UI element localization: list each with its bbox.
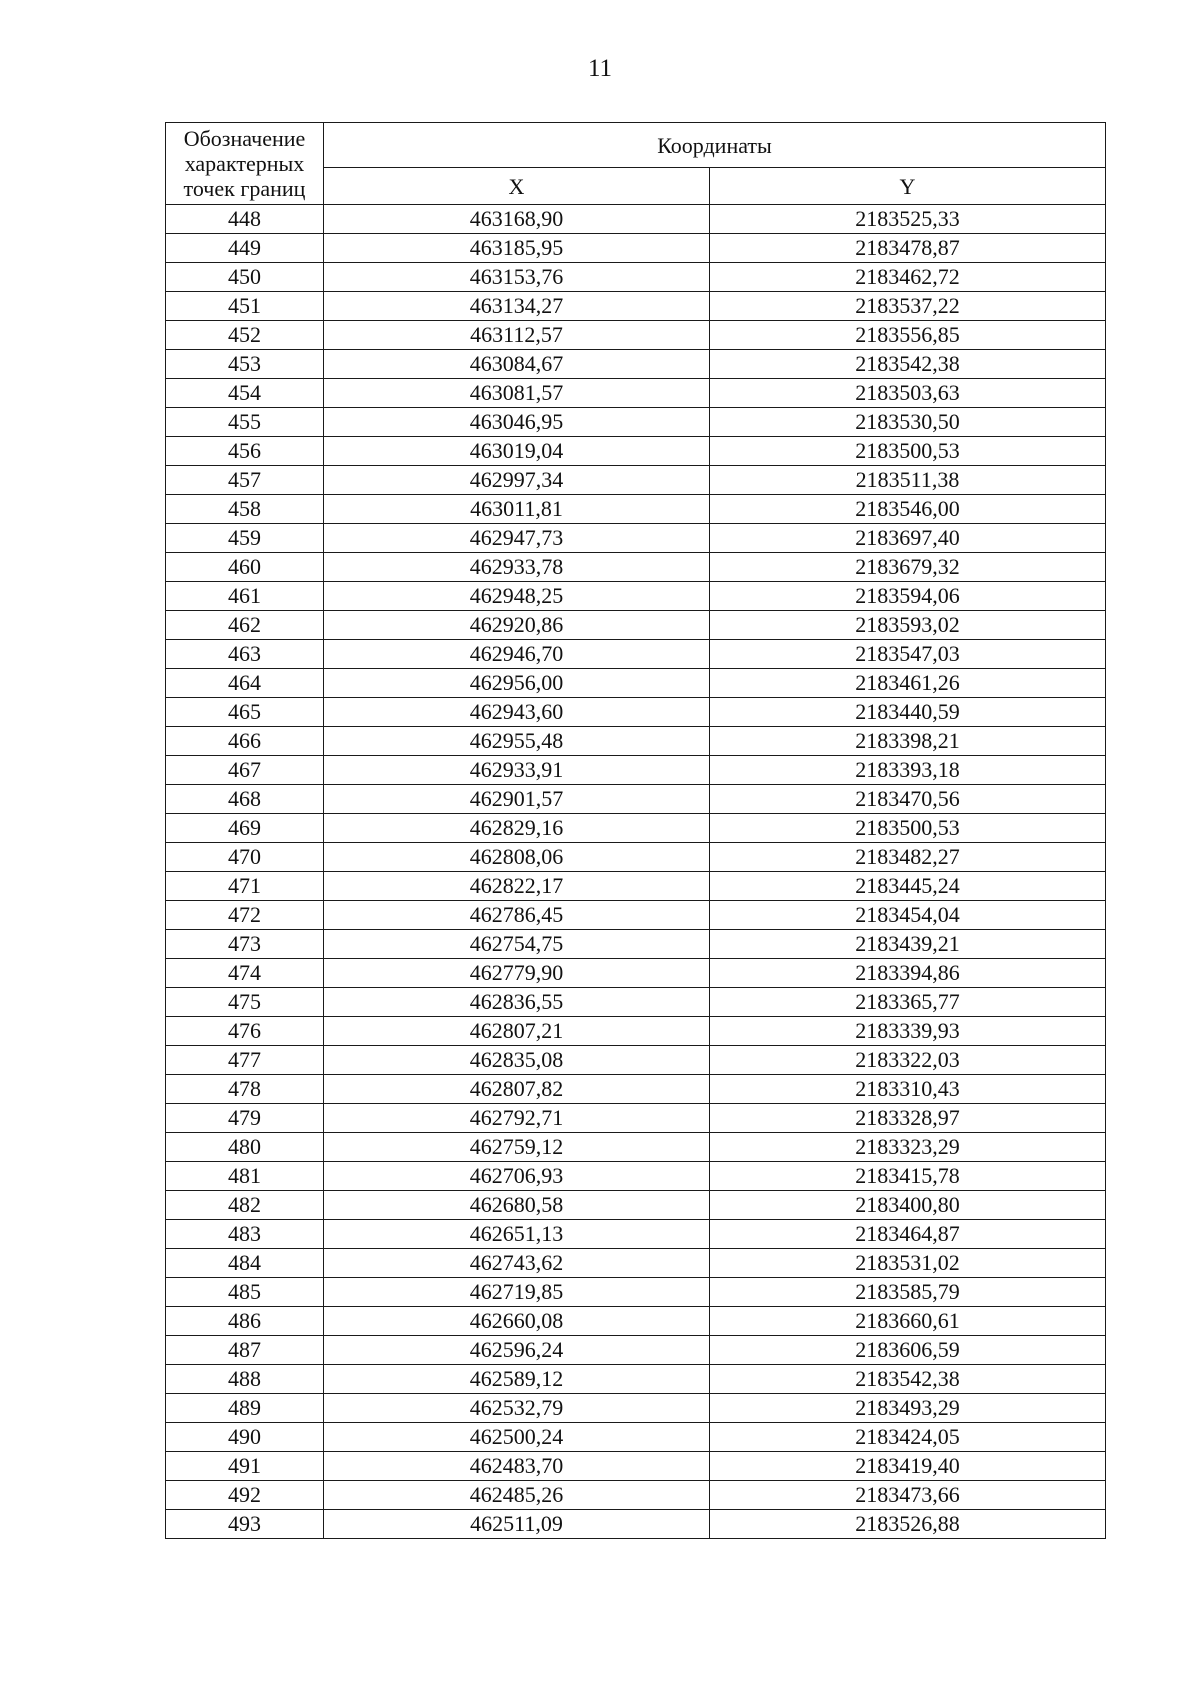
x-coordinate-cell: 462997,34: [324, 466, 710, 495]
point-number-cell: 448: [166, 205, 324, 234]
y-coordinate-cell: 2183339,93: [710, 1017, 1106, 1046]
y-coordinate-cell: 2183500,53: [710, 814, 1106, 843]
y-coordinate-cell: 2183462,72: [710, 263, 1106, 292]
coordinates-table: [165, 122, 1106, 1539]
table-row: [166, 611, 1106, 640]
y-coordinate-cell: 2183697,40: [710, 524, 1106, 553]
x-coordinate-cell: 462947,73: [324, 524, 710, 553]
point-number-cell: 450: [166, 263, 324, 292]
y-coordinate-cell: 2183419,40: [710, 1452, 1106, 1481]
x-coordinate-cell: 463084,67: [324, 350, 710, 379]
table-body: [166, 205, 1106, 1539]
x-coordinate-cell: 462933,78: [324, 553, 710, 582]
point-number-cell: 486: [166, 1307, 324, 1336]
table-row: [166, 959, 1106, 988]
y-coordinate-cell: 2183322,03: [710, 1046, 1106, 1075]
x-coordinate-cell: 462779,90: [324, 959, 710, 988]
x-coordinate-cell: 462511,09: [324, 1510, 710, 1539]
table-row: [166, 1423, 1106, 1452]
y-coordinate-cell: 2183594,06: [710, 582, 1106, 611]
y-coordinate-cell: 2183323,29: [710, 1133, 1106, 1162]
y-coordinate-cell: 2183464,87: [710, 1220, 1106, 1249]
x-coordinate-cell: 462532,79: [324, 1394, 710, 1423]
table-row: [166, 553, 1106, 582]
point-number-cell: 453: [166, 350, 324, 379]
y-coordinate-cell: 2183394,86: [710, 959, 1106, 988]
x-coordinate-cell: 462792,71: [324, 1104, 710, 1133]
point-number-cell: 463: [166, 640, 324, 669]
y-coordinate-cell: 2183454,04: [710, 901, 1106, 930]
table-row: [166, 1162, 1106, 1191]
y-coordinate-cell: 2183461,26: [710, 669, 1106, 698]
table-row: [166, 582, 1106, 611]
y-coordinate-cell: 2183328,97: [710, 1104, 1106, 1133]
point-number-cell: 471: [166, 872, 324, 901]
x-coordinate-cell: 462754,75: [324, 930, 710, 959]
page-number: 11: [587, 55, 613, 82]
y-coordinate-cell: 2183424,05: [710, 1423, 1106, 1452]
x-coordinate-cell: 462920,86: [324, 611, 710, 640]
x-coordinate-cell: 463046,95: [324, 408, 710, 437]
point-number-cell: 472: [166, 901, 324, 930]
point-number-cell: 454: [166, 379, 324, 408]
x-coordinate-cell: 462500,24: [324, 1423, 710, 1452]
point-number-cell: 474: [166, 959, 324, 988]
point-number-cell: 458: [166, 495, 324, 524]
point-number-cell: 461: [166, 582, 324, 611]
y-coordinate-cell: 2183310,43: [710, 1075, 1106, 1104]
table-row: [166, 379, 1106, 408]
table-row: [166, 1133, 1106, 1162]
x-coordinate-cell: 462829,16: [324, 814, 710, 843]
table-row: [166, 408, 1106, 437]
y-coordinate-cell: 2183660,61: [710, 1307, 1106, 1336]
point-number-cell: 482: [166, 1191, 324, 1220]
table-row: [166, 350, 1106, 379]
x-coordinate-cell: 462483,70: [324, 1452, 710, 1481]
x-coordinate-cell: 463134,27: [324, 292, 710, 321]
x-coordinate-cell: 463019,04: [324, 437, 710, 466]
x-coordinate-cell: 462759,12: [324, 1133, 710, 1162]
table-row: [166, 263, 1106, 292]
point-number-cell: 493: [166, 1510, 324, 1539]
x-coordinate-cell: 463168,90: [324, 205, 710, 234]
y-coordinate-cell: 2183393,18: [710, 756, 1106, 785]
x-coordinate-cell: 463185,95: [324, 234, 710, 263]
x-coordinate-cell: 463112,57: [324, 321, 710, 350]
y-coordinate-cell: 2183530,50: [710, 408, 1106, 437]
x-coordinate-cell: 463011,81: [324, 495, 710, 524]
table-row: [166, 669, 1106, 698]
y-coordinate-cell: 2183526,88: [710, 1510, 1106, 1539]
y-coordinate-cell: 2183546,00: [710, 495, 1106, 524]
y-coordinate-cell: 2183542,38: [710, 1365, 1106, 1394]
table-row: [166, 466, 1106, 495]
table-row: [166, 292, 1106, 321]
point-number-cell: 459: [166, 524, 324, 553]
coordinates-header: Координаты: [324, 123, 1106, 168]
table-row: [166, 1278, 1106, 1307]
table-row: [166, 1510, 1106, 1539]
table-row: [166, 1249, 1106, 1278]
point-number-cell: 462: [166, 611, 324, 640]
table-row: [166, 1220, 1106, 1249]
y-coordinate-cell: 2183445,24: [710, 872, 1106, 901]
point-number-cell: 465: [166, 698, 324, 727]
x-coordinate-cell: 462956,00: [324, 669, 710, 698]
point-number-cell: 492: [166, 1481, 324, 1510]
y-coordinate-cell: 2183439,21: [710, 930, 1106, 959]
point-designation-header: Обозначение характерных точек границ: [166, 123, 324, 205]
y-coordinate-cell: 2183531,02: [710, 1249, 1106, 1278]
point-number-cell: 484: [166, 1249, 324, 1278]
point-number-cell: 451: [166, 292, 324, 321]
point-number-cell: 481: [166, 1162, 324, 1191]
x-coordinate-cell: 462835,08: [324, 1046, 710, 1075]
y-coordinate-cell: 2183547,03: [710, 640, 1106, 669]
y-coordinate-cell: 2183398,21: [710, 727, 1106, 756]
x-coordinate-cell: 462808,06: [324, 843, 710, 872]
table-row: [166, 1336, 1106, 1365]
x-coordinate-cell: 462807,21: [324, 1017, 710, 1046]
table-row: [166, 1394, 1106, 1423]
point-number-cell: 480: [166, 1133, 324, 1162]
point-number-cell: 475: [166, 988, 324, 1017]
table-row: [166, 1365, 1106, 1394]
table-row: [166, 930, 1106, 959]
x-coordinate-cell: 462946,70: [324, 640, 710, 669]
point-number-cell: 464: [166, 669, 324, 698]
table-row: [166, 1075, 1106, 1104]
y-coordinate-cell: 2183415,78: [710, 1162, 1106, 1191]
y-column-header: Y: [710, 168, 1106, 205]
point-number-cell: 487: [166, 1336, 324, 1365]
table-row: [166, 1307, 1106, 1336]
table-row: [166, 843, 1106, 872]
point-number-cell: 473: [166, 930, 324, 959]
point-number-cell: 469: [166, 814, 324, 843]
table-row: [166, 1452, 1106, 1481]
x-coordinate-cell: 462901,57: [324, 785, 710, 814]
table-row: [166, 901, 1106, 930]
y-coordinate-cell: 2183470,56: [710, 785, 1106, 814]
point-number-cell: 470: [166, 843, 324, 872]
point-number-cell: 485: [166, 1278, 324, 1307]
table-row: [166, 814, 1106, 843]
y-coordinate-cell: 2183593,02: [710, 611, 1106, 640]
x-coordinate-cell: 462948,25: [324, 582, 710, 611]
table-row: [166, 872, 1106, 901]
table-row: [166, 727, 1106, 756]
y-coordinate-cell: 2183525,33: [710, 205, 1106, 234]
table-row: [166, 437, 1106, 466]
y-coordinate-cell: 2183606,59: [710, 1336, 1106, 1365]
table-header: [166, 123, 1106, 205]
x-coordinate-cell: 462743,62: [324, 1249, 710, 1278]
x-coordinate-cell: 463153,76: [324, 263, 710, 292]
y-coordinate-cell: 2183365,77: [710, 988, 1106, 1017]
y-coordinate-cell: 2183556,85: [710, 321, 1106, 350]
y-coordinate-cell: 2183482,27: [710, 843, 1106, 872]
point-number-cell: 460: [166, 553, 324, 582]
table-row: [166, 1017, 1106, 1046]
x-column-header: X: [324, 168, 710, 205]
point-number-cell: 479: [166, 1104, 324, 1133]
x-coordinate-cell: 462589,12: [324, 1365, 710, 1394]
point-number-cell: 466: [166, 727, 324, 756]
x-coordinate-cell: 462651,13: [324, 1220, 710, 1249]
y-coordinate-cell: 2183440,59: [710, 698, 1106, 727]
x-coordinate-cell: 462786,45: [324, 901, 710, 930]
point-number-cell: 490: [166, 1423, 324, 1452]
table-row: [166, 234, 1106, 263]
table-row: [166, 1046, 1106, 1075]
y-coordinate-cell: 2183537,22: [710, 292, 1106, 321]
point-number-cell: 476: [166, 1017, 324, 1046]
table-row: [166, 205, 1106, 234]
x-coordinate-cell: 462596,24: [324, 1336, 710, 1365]
x-coordinate-cell: 462706,93: [324, 1162, 710, 1191]
x-coordinate-cell: 462943,60: [324, 698, 710, 727]
x-coordinate-cell: 462719,85: [324, 1278, 710, 1307]
y-coordinate-cell: 2183478,87: [710, 234, 1106, 263]
y-coordinate-cell: 2183511,38: [710, 466, 1106, 495]
point-number-cell: 467: [166, 756, 324, 785]
table-row: [166, 524, 1106, 553]
x-coordinate-cell: 463081,57: [324, 379, 710, 408]
table-row: [166, 1481, 1106, 1510]
y-coordinate-cell: 2183400,80: [710, 1191, 1106, 1220]
y-coordinate-cell: 2183500,53: [710, 437, 1106, 466]
x-coordinate-cell: 462822,17: [324, 872, 710, 901]
point-number-cell: 478: [166, 1075, 324, 1104]
point-number-cell: 489: [166, 1394, 324, 1423]
x-coordinate-cell: 462680,58: [324, 1191, 710, 1220]
y-coordinate-cell: 2183585,79: [710, 1278, 1106, 1307]
point-number-cell: 452: [166, 321, 324, 350]
x-coordinate-cell: 462660,08: [324, 1307, 710, 1336]
table-row: [166, 1104, 1106, 1133]
point-number-cell: 455: [166, 408, 324, 437]
point-number-cell: 491: [166, 1452, 324, 1481]
x-coordinate-cell: 462836,55: [324, 988, 710, 1017]
point-number-cell: 477: [166, 1046, 324, 1075]
y-coordinate-cell: 2183679,32: [710, 553, 1106, 582]
point-number-cell: 449: [166, 234, 324, 263]
point-number-cell: 457: [166, 466, 324, 495]
table-row: [166, 495, 1106, 524]
x-coordinate-cell: 462485,26: [324, 1481, 710, 1510]
table-row: [166, 988, 1106, 1017]
point-number-cell: 483: [166, 1220, 324, 1249]
table-row: [166, 698, 1106, 727]
y-coordinate-cell: 2183473,66: [710, 1481, 1106, 1510]
y-coordinate-cell: 2183503,63: [710, 379, 1106, 408]
point-number-cell: 468: [166, 785, 324, 814]
x-coordinate-cell: 462933,91: [324, 756, 710, 785]
table-row: [166, 756, 1106, 785]
table-row: [166, 640, 1106, 669]
point-number-cell: 456: [166, 437, 324, 466]
point-number-cell: 488: [166, 1365, 324, 1394]
table-row: [166, 1191, 1106, 1220]
table-row: [166, 321, 1106, 350]
table-row: [166, 785, 1106, 814]
y-coordinate-cell: 2183493,29: [710, 1394, 1106, 1423]
x-coordinate-cell: 462955,48: [324, 727, 710, 756]
y-coordinate-cell: 2183542,38: [710, 350, 1106, 379]
x-coordinate-cell: 462807,82: [324, 1075, 710, 1104]
